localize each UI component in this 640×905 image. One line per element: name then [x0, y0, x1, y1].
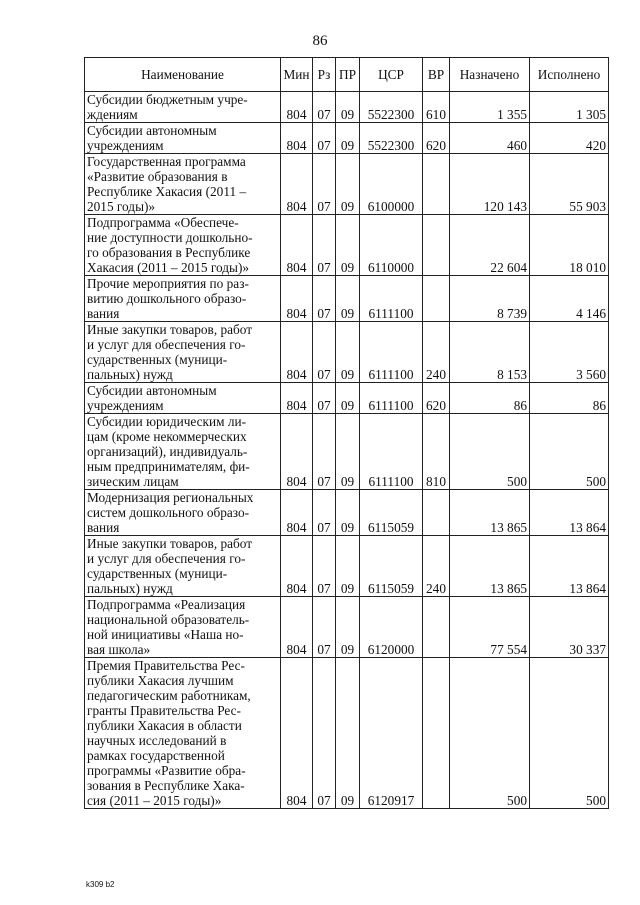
- cell-executed: 1 305: [530, 92, 609, 123]
- cell-name: Иные закупки товаров, работ и услуг для обеспечения го- сударственных (муници- пальных) нужд: [85, 536, 281, 597]
- budget-table: [84, 57, 609, 809]
- cell-min: 804: [281, 414, 313, 490]
- cell-rz: 07: [313, 490, 336, 536]
- cell-rz: 07: [313, 414, 336, 490]
- cell-assigned: 8 153: [450, 322, 530, 383]
- header-pr: ПР: [336, 58, 360, 92]
- cell-min: 804: [281, 597, 313, 658]
- cell-executed: 13 864: [530, 536, 609, 597]
- cell-assigned: 460: [450, 123, 530, 154]
- cell-executed: 4 146: [530, 276, 609, 322]
- cell-name: Субсидии автономным учреждениям: [85, 123, 281, 154]
- cell-pr: 09: [336, 414, 360, 490]
- cell-min: 804: [281, 322, 313, 383]
- header-min: Мин: [281, 58, 313, 92]
- cell-executed: 3 560: [530, 322, 609, 383]
- cell-csr: 6111100: [360, 322, 423, 383]
- header-assigned: Назначено: [450, 58, 530, 92]
- cell-pr: 09: [336, 490, 360, 536]
- cell-pr: 09: [336, 536, 360, 597]
- table-row: [85, 154, 609, 215]
- cell-pr: 09: [336, 658, 360, 809]
- table-row: [85, 215, 609, 276]
- cell-vr: 810: [423, 414, 450, 490]
- cell-rz: 07: [313, 154, 336, 215]
- cell-vr: [423, 215, 450, 276]
- cell-vr: [423, 154, 450, 215]
- header-csr: ЦСР: [360, 58, 423, 92]
- cell-min: 804: [281, 92, 313, 123]
- cell-min: 804: [281, 490, 313, 536]
- cell-assigned: 13 865: [450, 536, 530, 597]
- cell-rz: 07: [313, 276, 336, 322]
- page-number: 86: [312, 33, 328, 49]
- table-row: [85, 92, 609, 123]
- cell-executed: 500: [530, 658, 609, 809]
- cell-name: Субсидии автономным учреждениям: [85, 383, 281, 414]
- cell-min: 804: [281, 123, 313, 154]
- cell-assigned: 1 355: [450, 92, 530, 123]
- cell-csr: 5522300: [360, 123, 423, 154]
- cell-vr: 240: [423, 536, 450, 597]
- cell-assigned: 500: [450, 414, 530, 490]
- cell-executed: 420: [530, 123, 609, 154]
- cell-executed: 13 864: [530, 490, 609, 536]
- cell-name: Прочие мероприятия по раз- витию дошкольного образо- вания: [85, 276, 281, 322]
- table-row: [85, 490, 609, 536]
- table-row: [85, 383, 609, 414]
- cell-pr: 09: [336, 154, 360, 215]
- cell-pr: 09: [336, 92, 360, 123]
- cell-min: 804: [281, 536, 313, 597]
- cell-assigned: 77 554: [450, 597, 530, 658]
- cell-assigned: 500: [450, 658, 530, 809]
- header-executed: Исполнено: [530, 58, 609, 92]
- table-row: [85, 414, 609, 490]
- cell-name: Субсидии бюджетным учре- ждениям: [85, 92, 281, 123]
- cell-vr: [423, 658, 450, 809]
- footer-code: k309 b2: [86, 880, 115, 889]
- cell-vr: 620: [423, 383, 450, 414]
- cell-rz: 07: [313, 383, 336, 414]
- cell-rz: 07: [313, 123, 336, 154]
- cell-name: Субсидии юридическим ли- цам (кроме некоммерческих организаций), индивидуаль- ным предпринимателям, фи- зическим лицам: [85, 414, 281, 490]
- cell-executed: 500: [530, 414, 609, 490]
- cell-name: Подпрограмма «Реализация национальной образователь- ной инициативы «Наша но- вая школа»: [85, 597, 281, 658]
- cell-name: Подпрограмма «Обеспече- ние доступности дошкольно- го образования в Республике Хакасия (2011 – 2015 годы)»: [85, 215, 281, 276]
- cell-vr: 240: [423, 322, 450, 383]
- cell-pr: 09: [336, 123, 360, 154]
- cell-vr: [423, 276, 450, 322]
- cell-min: 804: [281, 383, 313, 414]
- cell-executed: 86: [530, 383, 609, 414]
- cell-executed: 55 903: [530, 154, 609, 215]
- cell-csr: 6120000: [360, 597, 423, 658]
- cell-min: 804: [281, 276, 313, 322]
- header-rz: Рз: [313, 58, 336, 92]
- cell-csr: 6111100: [360, 276, 423, 322]
- cell-csr: 6115059: [360, 536, 423, 597]
- cell-vr: [423, 597, 450, 658]
- cell-executed: 18 010: [530, 215, 609, 276]
- cell-csr: 6120917: [360, 658, 423, 809]
- cell-pr: 09: [336, 276, 360, 322]
- cell-min: 804: [281, 154, 313, 215]
- cell-vr: [423, 490, 450, 536]
- cell-csr: 6111100: [360, 383, 423, 414]
- table-header-row: [85, 58, 609, 92]
- cell-executed: 30 337: [530, 597, 609, 658]
- table-row: [85, 658, 609, 809]
- table-row: [85, 536, 609, 597]
- cell-rz: 07: [313, 597, 336, 658]
- header-vr: ВР: [423, 58, 450, 92]
- cell-pr: 09: [336, 215, 360, 276]
- cell-min: 804: [281, 658, 313, 809]
- table-row: [85, 597, 609, 658]
- cell-vr: 610: [423, 92, 450, 123]
- cell-rz: 07: [313, 215, 336, 276]
- header-name: Наименование: [85, 58, 281, 92]
- cell-assigned: 8 739: [450, 276, 530, 322]
- cell-name: Модернизация региональных систем дошкольного образо- вания: [85, 490, 281, 536]
- cell-vr: 620: [423, 123, 450, 154]
- cell-rz: 07: [313, 322, 336, 383]
- cell-csr: 6115059: [360, 490, 423, 536]
- cell-name: Иные закупки товаров, работ и услуг для обеспечения го- сударственных (муници- пальных) нужд: [85, 322, 281, 383]
- cell-assigned: 22 604: [450, 215, 530, 276]
- table-row: [85, 322, 609, 383]
- cell-min: 804: [281, 215, 313, 276]
- cell-assigned: 86: [450, 383, 530, 414]
- cell-csr: 6110000: [360, 215, 423, 276]
- cell-pr: 09: [336, 383, 360, 414]
- cell-name: Премия Правительства Рес- публики Хакасия лучшим педагогическим работникам, гранты Правительства Рес- публики Хакасия в области научных исследований в рамках государственной программы «Развитие обра- зования в Республике Хака- сия (2011 – 2015 годы)»: [85, 658, 281, 809]
- table-body: [85, 92, 609, 809]
- cell-rz: 07: [313, 658, 336, 809]
- cell-rz: 07: [313, 536, 336, 597]
- cell-pr: 09: [336, 597, 360, 658]
- cell-assigned: 120 143: [450, 154, 530, 215]
- cell-csr: 5522300: [360, 92, 423, 123]
- cell-pr: 09: [336, 322, 360, 383]
- cell-csr: 6100000: [360, 154, 423, 215]
- table-row: [85, 276, 609, 322]
- cell-rz: 07: [313, 92, 336, 123]
- cell-csr: 6111100: [360, 414, 423, 490]
- cell-assigned: 13 865: [450, 490, 530, 536]
- table-row: [85, 123, 609, 154]
- cell-name: Государственная программа «Развитие образования в Республике Хакасия (2011 – 2015 годы)»: [85, 154, 281, 215]
